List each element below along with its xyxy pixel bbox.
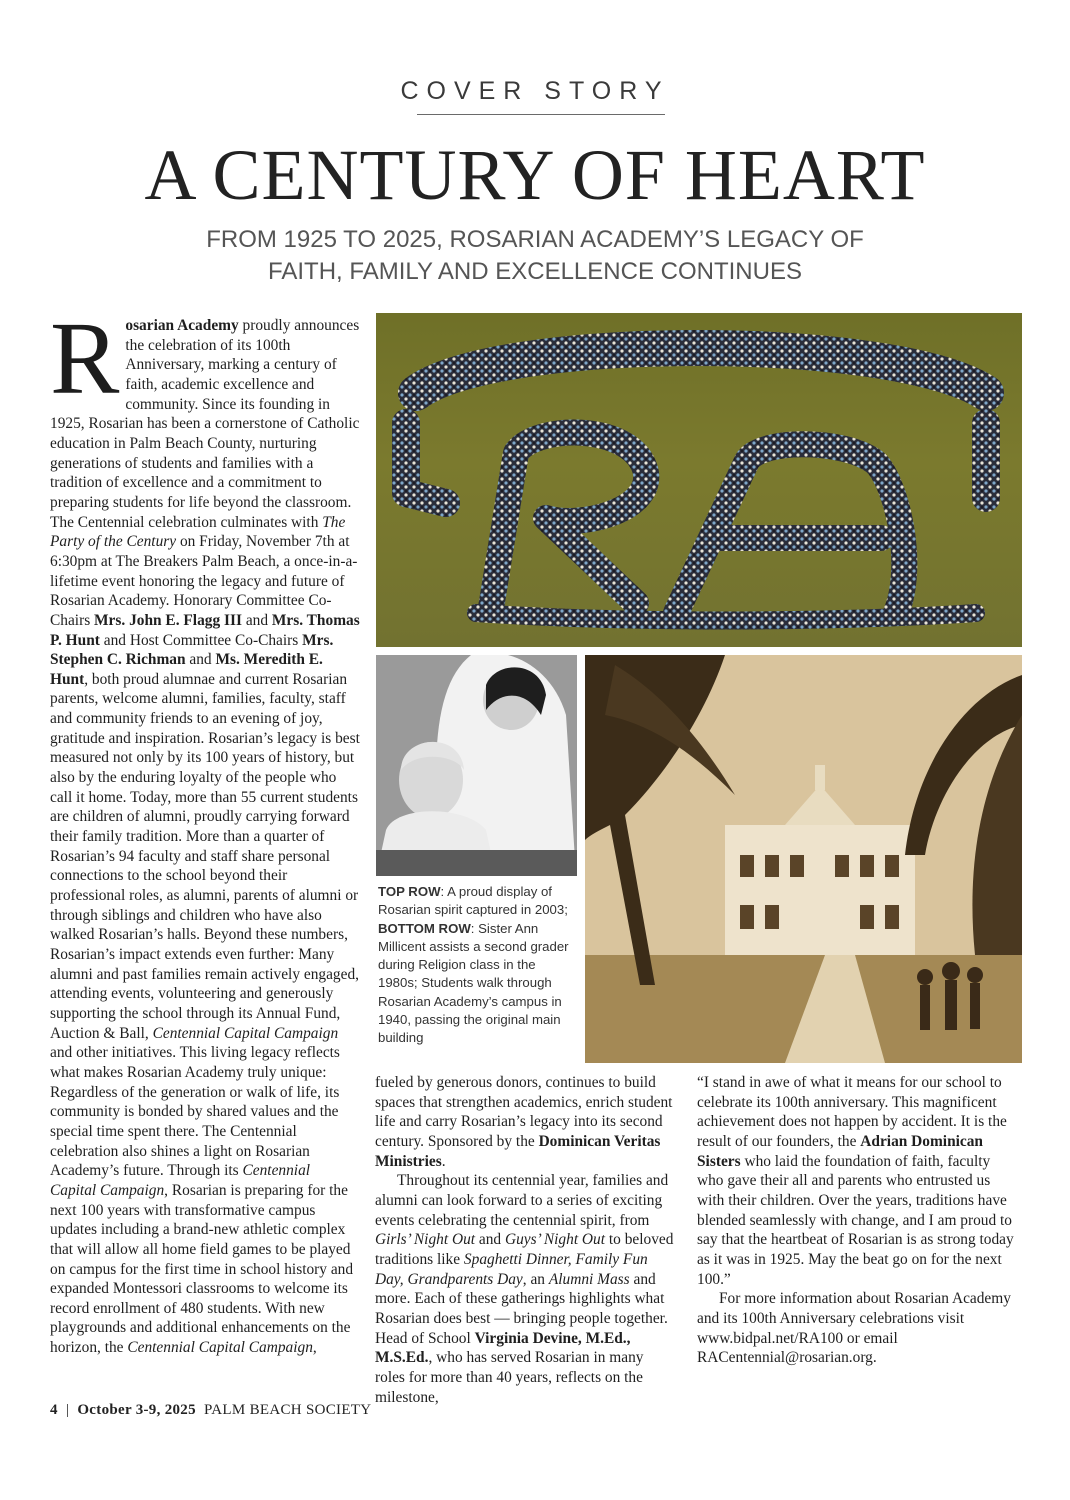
italic-text: Girls’ Night Out bbox=[375, 1231, 476, 1249]
body-text: and more. Each of these gatherings highlights what Rosarian does best — bringing people together. Head of School bbox=[375, 1270, 668, 1347]
quote-paragraph bbox=[697, 1073, 1017, 1289]
page-number: 4 bbox=[50, 1402, 58, 1418]
body-text: . bbox=[441, 1152, 446, 1170]
contact-paragraph: For more information about Rosarian Academy and its 100th Anniversary celebrations visit www.bidpal.net/RA100 or email RACentennial@rosarian.org. bbox=[697, 1290, 1011, 1367]
article-column-3 bbox=[697, 1073, 1017, 1368]
subtitle-line-1: FROM 1925 TO 2025, ROSARIAN ACADEMY’S LEGACY OF bbox=[206, 226, 864, 253]
italic-text: Centennial Capital Campaign bbox=[152, 1024, 339, 1042]
caption-label-bottom: BOTTOM ROW bbox=[378, 920, 471, 936]
caption-text-top: : A proud display of Rosarian spirit captured in 2003; bbox=[378, 884, 568, 918]
article-paragraph bbox=[50, 301, 360, 1358]
body-text: , bbox=[312, 1339, 317, 1357]
bold-text: Mrs. Thomas P. Hunt bbox=[50, 611, 360, 649]
italic-text: Centennial Capital Campaign bbox=[50, 1162, 311, 1199]
drop-cap: R bbox=[50, 301, 120, 416]
body-text: and other initiatives. This living legacy reflects what makes Rosarian Academy truly unique: Regardless of the generation or walk of life, its community is bonded by shared values and the special time spent there. The Centennial celebration also shines a light on Rosarian Academy’s future. Through its bbox=[50, 1044, 340, 1180]
body-text: and Host Committee Co-Chairs bbox=[99, 631, 303, 649]
issue-date: October 3-9, 2025 bbox=[77, 1402, 196, 1418]
body-text: and bbox=[241, 611, 272, 629]
article-title: A CENTURY OF HEART bbox=[144, 135, 926, 215]
article-paragraph bbox=[375, 1171, 675, 1407]
body-text: “I stand in awe of what it means for our school to celebrate its 100th anniversary. This magnificent achievement does not happen by accident. It is the result of our founders, the bbox=[697, 1074, 1007, 1150]
body-text: who laid the foundation of faith, faculty who gave their all and parents who entrusted us with their children. Over the years, traditions have blended seamlessly with change, and I am proud to say that the heartbeat of Rosarian is as strong today as it was in 1925. May the beat go on for the next 100.” bbox=[697, 1152, 1014, 1288]
photo-caption bbox=[378, 883, 578, 1048]
bold-text: Ms. Meredith E. Hunt bbox=[50, 651, 323, 688]
body-text: and bbox=[185, 651, 216, 669]
bold-text: Mrs. Stephen C. Richman bbox=[50, 631, 334, 669]
bold-text: Dominican Veritas Ministries bbox=[375, 1132, 661, 1170]
article-subtitle bbox=[150, 224, 920, 288]
bold-text: Adrian Dominican Sisters bbox=[697, 1132, 983, 1170]
bold-text: Virginia Devine, M.Ed., M.S.Ed. bbox=[375, 1329, 631, 1367]
footer-separator: | bbox=[65, 1402, 70, 1418]
article-column-2 bbox=[375, 1073, 675, 1407]
bold-text: osarian Academy bbox=[125, 317, 239, 334]
publication-name: PALM BEACH SOCIETY bbox=[204, 1402, 372, 1418]
caption-label-top: TOP ROW bbox=[378, 884, 441, 899]
italic-text: Guys’ Night Out bbox=[504, 1231, 606, 1249]
italic-text: Centennial Capital Campaign bbox=[127, 1339, 313, 1357]
page-footer bbox=[50, 1402, 371, 1419]
body-text: Throughout its centennial year, families and alumni can look forward to a series of exciting events celebrating the centennial spirit, from bbox=[375, 1172, 669, 1229]
italic-text: The Party of the Century bbox=[50, 513, 346, 551]
campus-illustration bbox=[585, 655, 1022, 1063]
ra-formation-photo bbox=[376, 313, 1022, 647]
sister-classroom-photo bbox=[376, 655, 577, 876]
subtitle-line-2: FAITH, FAMILY AND EXCELLENCE CONTINUES bbox=[268, 258, 802, 285]
body-text: proudly announces the celebration of its 100th Anniversary, marking a century of faith, academic excellence and community. Since its founding in 1925, Rosarian has been a cornerstone of Catholic education in Palm Beach County, nurturing generations of students and families with a tradition of excellence and a commitment to preparing students for life beyond the classroom. The Centennial celebration culminates with bbox=[50, 317, 360, 531]
section-kicker: COVER STORY bbox=[400, 77, 670, 105]
article-paragraph bbox=[375, 1073, 675, 1171]
body-text: , who has served Rosarian in many roles for more than 40 years, reflects on the milestone, bbox=[375, 1349, 644, 1406]
italic-text: Spaghetti Dinner, Family Fun Day, Grandparents Day bbox=[375, 1250, 648, 1288]
body-text: and bbox=[475, 1231, 505, 1249]
article-column-1 bbox=[50, 301, 360, 1358]
kicker-rule bbox=[417, 114, 665, 115]
caption-text-bottom: : Sister Ann Millicent assists a second grader during Religion class in the 1980s; Students walk through Rosarian Academy’s campus in 1940, passing the original main building bbox=[378, 920, 569, 1046]
body-text: on Friday, November 7th at 6:30pm at The Breakers Palm Beach, a once-in-a-lifetime event honoring the legacy and future of Rosarian Academy. Honorary Committee Co-Chairs bbox=[50, 533, 358, 629]
body-text: , an bbox=[522, 1270, 549, 1288]
body-text: , Rosarian is preparing for the next 100 years with transformative campus updates including a brand-new athletic complex that will allow all home field games to be played on campus for the first time in school history and expanded Montessori classrooms to welcome its record enrollment of 480 students. With new playgrounds and additional enhancements on the horizon, the bbox=[50, 1181, 354, 1357]
body-text: to beloved traditions like bbox=[375, 1231, 674, 1268]
ra-formation-illustration bbox=[376, 313, 1022, 647]
campus-1940-photo bbox=[585, 655, 1022, 1063]
sister-classroom-illustration bbox=[376, 655, 577, 876]
body-text: , both proud alumnae and current Rosarian parents, welcome alumni, families, faculty, staff and community friends to an evening of joy, gratitude and inspiration. Rosarian’s legacy is best measured not only by its 100 years of history, but also by the enduring loyalty of the people who call it home. Today, more than 55 current students are children of alumni, proudly carrying forward their family tradition. More than a quarter of Rosarian’s 94 faculty and staff share personal connections to the school beyond their professional roles, as alumni, parents of alumni or through siblings and children who have also walked Rosarian’s halls. Beyond these numbers, Rosarian’s impact extends even further: Many alumni and past families remain actively engaged, attending events, volunteering and generously supporting the school through its Annual Fund, Auction & Ball, bbox=[50, 670, 360, 1042]
bold-text: Mrs. John E. Flagg III bbox=[94, 611, 242, 629]
body-text: fueled by generous donors, continues to build spaces that strengthen academics, enrich student life and carry Rosarian’s legacy into its second century. Sponsored by the bbox=[375, 1074, 673, 1150]
italic-text: Alumni Mass bbox=[548, 1270, 630, 1288]
